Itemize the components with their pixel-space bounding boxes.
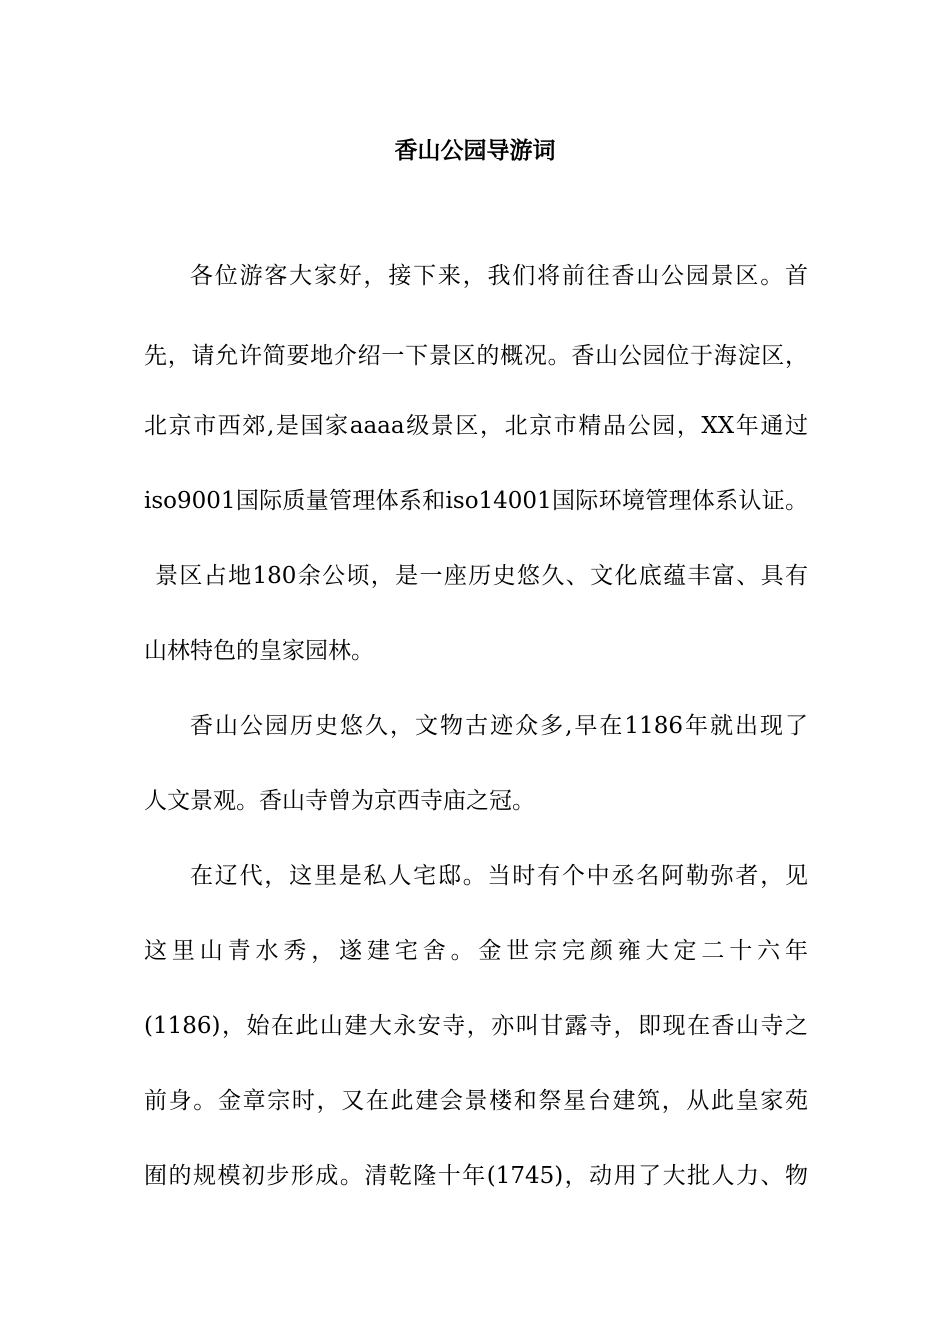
text-line: 前身。金章宗时，又在此建会景楼和祭星台建筑，从此皇家苑 (144, 1088, 808, 1114)
text-line: 囿的规模初步形成。清乾隆十年(1745)，动用了大批人力、物 (144, 1163, 808, 1189)
text-line: 各位游客大家好，接下来，我们将前往香山公园景区。首 (190, 263, 808, 289)
text-line: iso9001国际质量管理体系和iso14001国际环境管理体系认证。 (144, 488, 808, 514)
text-line: (1186)，始在此山建大永安寺，亦叫甘露寺，即现在香山寺之 (144, 1013, 808, 1039)
text-line: 香山公园历史悠久，文物古迹众多,早在1186年就出现了 (190, 713, 808, 739)
document-title: 香山公园导游词 (394, 138, 556, 164)
text-line: 北京市西郊,是国家aaaa级景区，北京市精品公园，XX年通过 (144, 413, 808, 439)
text-line: 这里山青水秀，遂建宅舍。金世宗完颜雍大定二十六年 (144, 938, 808, 964)
text-line: 在辽代，这里是私人宅邸。当时有个中丞名阿勒弥者，见 (190, 863, 808, 889)
text-line: 人文景观。香山寺曾为京西寺庙之冠。 (144, 788, 535, 814)
text-line: 山林特色的皇家园林。 (144, 638, 374, 664)
text-line: 先，请允许简要地介绍一下景区的概况。香山公园位于海淀区， (144, 343, 808, 369)
text-line: 景区占地180余公顷，是一座历史悠久、文化底蕴丰富、具有 (155, 563, 808, 589)
